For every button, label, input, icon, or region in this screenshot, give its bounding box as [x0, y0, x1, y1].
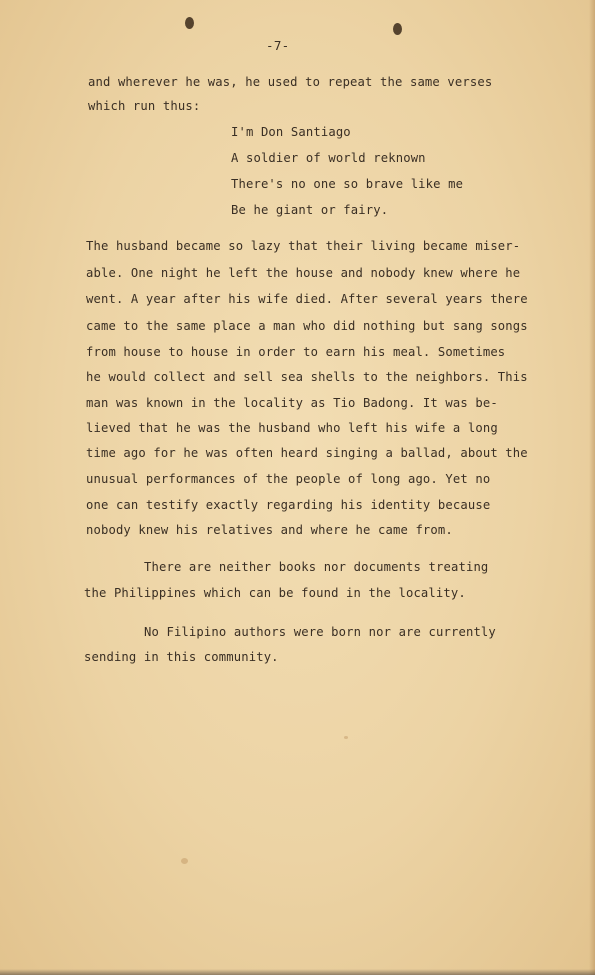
paragraph-line: There are neither books nor documents treating: [144, 560, 489, 574]
page-edge-shadow: [589, 0, 595, 975]
paragraph-line: sending in this community.: [84, 650, 279, 664]
paragraph-line: man was known in the locality as Tio Badong. It was be-: [86, 396, 498, 410]
intro-line: which run thus:: [88, 99, 201, 113]
paragraph-line: lieved that he was the husband who left his wife a long: [86, 421, 498, 435]
verse-line: Be he giant or fairy.: [231, 203, 389, 217]
verse-line: A soldier of world reknown: [231, 151, 426, 165]
page-number: -7-: [266, 38, 290, 53]
paragraph-line: one can testify exactly regarding his identity because: [86, 498, 491, 512]
stain-mark: [181, 858, 188, 864]
paragraph-line: No Filipino authors were born nor are currently: [144, 625, 496, 639]
intro-line: and wherever he was, he used to repeat the same verses: [88, 75, 493, 89]
paragraph-line: came to the same place a man who did nothing but sang songs: [86, 319, 528, 333]
page-bottom-edge: [0, 969, 595, 975]
paragraph-line: the Philippines which can be found in the locality.: [84, 586, 466, 600]
paragraph-line: The husband became so lazy that their living became miser-: [86, 239, 521, 253]
punch-hole-left: [185, 17, 194, 29]
paragraph-line: time ago for he was often heard singing a ballad, about the: [86, 446, 528, 460]
verse-line: I'm Don Santiago: [231, 125, 351, 139]
punch-hole-right: [393, 23, 402, 35]
paragraph-line: went. A year after his wife died. After several years there: [86, 292, 528, 306]
paragraph-line: nobody knew his relatives and where he came from.: [86, 523, 453, 537]
paragraph-line: from house to house in order to earn his meal. Sometimes: [86, 345, 506, 359]
paragraph-line: able. One night he left the house and nobody knew where he: [86, 266, 521, 280]
paragraph-line: unusual performances of the people of long ago. Yet no: [86, 472, 491, 486]
paragraph-line: he would collect and sell sea shells to the neighbors. This: [86, 370, 528, 384]
verse-line: There's no one so brave like me: [231, 177, 464, 191]
stain-mark: [344, 736, 348, 739]
